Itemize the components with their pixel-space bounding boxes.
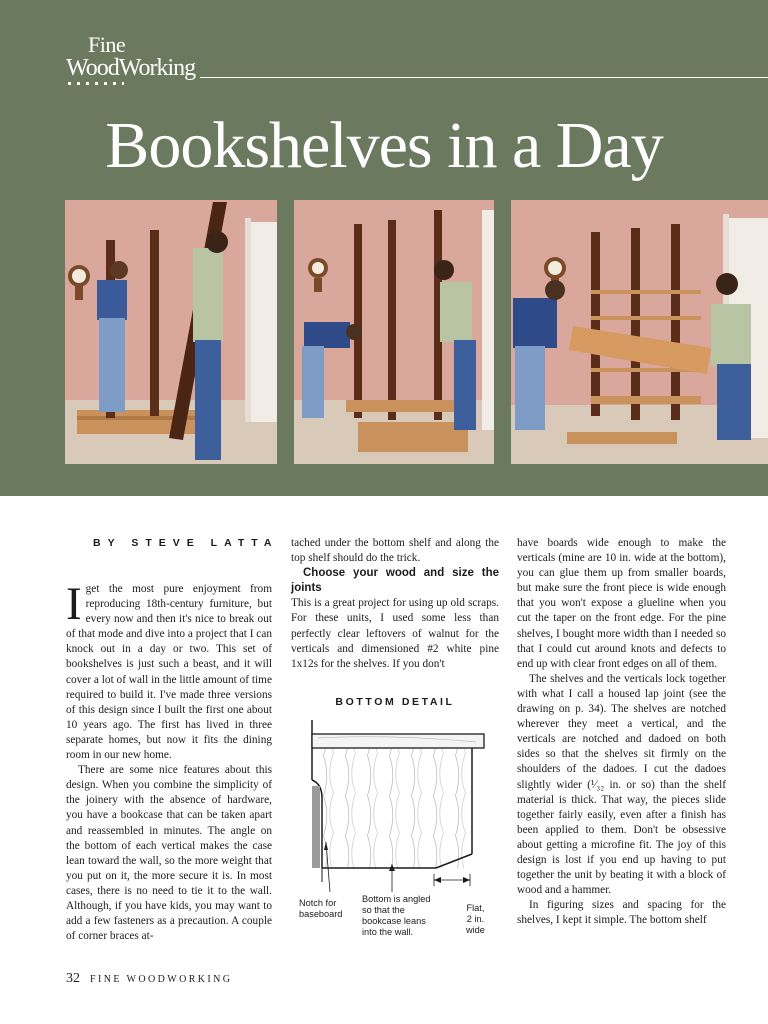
label-notch-baseboard: Notch for baseboard — [299, 898, 343, 919]
logo-line-fine: Fine — [88, 32, 126, 57]
column-1 — [66, 578, 272, 944]
paragraph-intro-text: get the most pure enjoyment from reproducing 18th-century furniture, but every now and then it's nice to break out of that mode and dive into a project that I can knock out in a day or two. This set of bookshelves is just such a beast, and it will cover a lot of wall in the little amount of time required to build it. I've made three versions of this design since I built the first one about 10 years ago. The first has lived in three separate homes, but now it fits the dining room in our new home. — [66, 583, 272, 762]
paragraph-intro — [66, 578, 272, 763]
label-bottom-angled: Bottom is angled so that the bookcase leans into the wall. — [362, 894, 431, 937]
header-rule — [200, 77, 768, 78]
photo-step-1 — [65, 200, 277, 464]
figure-title: BOTTOM DETAIL — [335, 696, 455, 708]
paragraph-joinery: The shelves and the verticals lock together with what I call a housed lap joint (see the drawing on p. 34). The shelves are notched wherever they meet a vertical, and the verticals are notched and dadoed on both sides so that the shelves sit firmly on the shoulders of the dadoes. I cut the dadoes slightly wider (¹⁄₃₂ in. or so) than the shelf material is thick. That way, the pieces slide together fairly easily, even after a finish has been applied to them. Don't be obsessive about getting a microfine fit. The joy of this design is lost if you end up having to put together the unit by beating it with a block of wood and a hammer. — [517, 672, 726, 897]
byline: BY STEVE LATTA — [93, 537, 279, 549]
header-banner — [0, 0, 768, 496]
footer-magazine-name: FINE WOODWORKING — [90, 974, 233, 985]
article-title: Bookshelves in a Day — [105, 109, 663, 182]
paragraph-continued: tached under the bottom shelf and along the top shelf should do the trick. — [291, 537, 499, 565]
paragraph-features: There are some nice features about this design. When you combine the simplicity of the joinery with the absence of hardware, you have a bookcase that can be taken apart and reassembled in minutes. The angle on the bottom of each vertical makes the case lean toward the wall, so the more weight that you put on it, the more secure it is. In most cases, there is no need to tie it to the wall. Although, if you have kids, you may want to add a few fasteners as a precaution. A couple of corner braces at- — [66, 764, 272, 943]
page-footer — [66, 969, 232, 987]
paragraph-wood: This is a great project for using up old scraps. For these units, I used some less than perfectly clear leftovers of walnut for the verticals and dimensioned #2 white pine 1x12s for the shelves. If you don't — [291, 597, 499, 670]
section-subhead: Choose your wood and size the joints — [291, 567, 499, 595]
page-number: 32 — [66, 971, 80, 986]
column-2 — [291, 536, 499, 672]
drop-cap: I — [66, 578, 82, 630]
paragraph-sizes: In figuring sizes and spacing for the shelves, I kept it simple. The bottom shelf — [517, 899, 726, 927]
photo-step-2 — [294, 200, 494, 464]
bottom-detail-drawing — [296, 714, 490, 909]
photo-step-3 — [511, 200, 768, 464]
logo-dots — [68, 82, 124, 85]
paragraph-boards: have boards wide enough to make the verticals (mine are 10 in. wide at the bottom), you can glue them up from smaller boards, but make sure the front piece is wide enough that you won't expose a glueline when you cut the taper on the front edge. For the pine shelves, I bought more width than I needed so that I could cut around knots and defects to end up with clear front edges on all of them. — [517, 537, 726, 670]
logo-line-woodworking: WoodWorking — [66, 55, 196, 81]
label-flat-width: Flat, 2 in. wide — [466, 903, 485, 935]
column-3 — [517, 536, 726, 928]
